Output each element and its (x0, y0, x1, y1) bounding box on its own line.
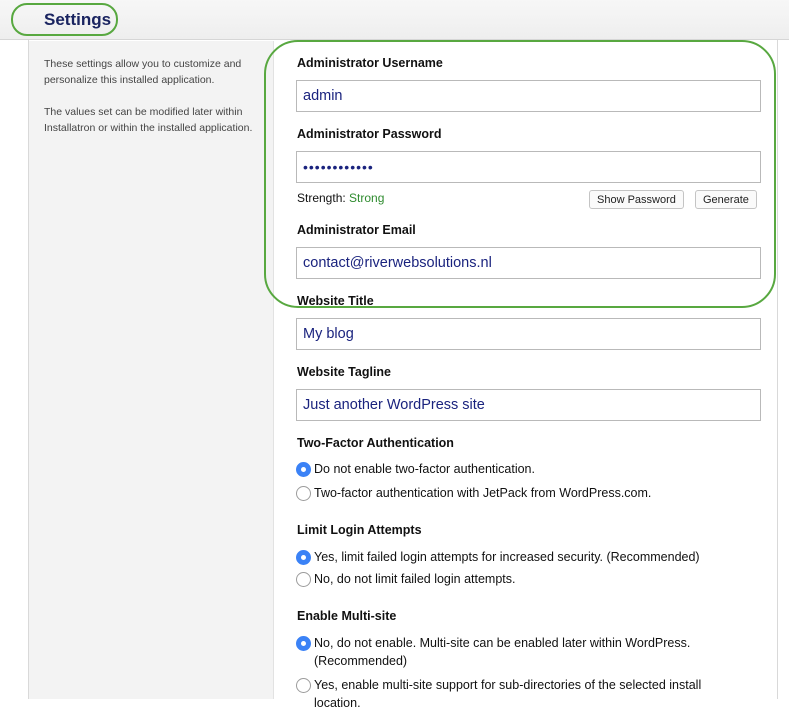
username-label: Administrator Username (297, 56, 443, 70)
radio-label: No, do not limit failed login attempts. (314, 572, 516, 586)
help-text-2: The values set can be modified later within Installatron or within the installed application. (44, 106, 253, 134)
radio-unselected-icon[interactable] (296, 678, 311, 693)
admin-fields-highlight-outline (264, 40, 776, 308)
website-tagline-input[interactable] (296, 389, 761, 421)
help-column (29, 41, 274, 699)
password-label: Administrator Password (297, 127, 442, 141)
multisite-label: Enable Multi-site (297, 609, 397, 623)
radio-label: Yes, limit failed login attempts for increased security. (Recommended) (314, 550, 700, 564)
website-title-input[interactable] (296, 318, 761, 350)
website-title-label: Website Title (297, 294, 374, 308)
email-label: Administrator Email (297, 223, 416, 237)
page-title: Settings (44, 10, 112, 29)
limit-login-label: Limit Login Attempts (297, 523, 422, 537)
radio-selected-icon[interactable] (296, 636, 311, 651)
website-tagline-label: Website Tagline (297, 365, 392, 379)
radio-unselected-icon[interactable] (296, 572, 311, 587)
generate-button[interactable]: Generate (695, 190, 757, 209)
help-text-1: These settings allow you to customize and personalize this installed application. (44, 58, 242, 86)
multisite-option-no[interactable] (296, 634, 726, 670)
radio-label: Two-factor authentication with JetPack from WordPress.com. (314, 486, 652, 500)
radio-label: Do not enable two-factor authentication. (314, 462, 535, 476)
radio-unselected-icon[interactable] (296, 486, 311, 501)
strength-label: Strength: (297, 191, 346, 205)
strength-value: Strong (349, 191, 385, 205)
multisite-option-yes[interactable] (296, 676, 736, 712)
radio-label: No, do not enable. Multi-site can be enabled later within WordPress. (Recommended) (314, 636, 691, 668)
radio-label: Yes, enable multi-site support for sub-directories of the selected install location. (314, 678, 702, 710)
two-factor-option-jetpack[interactable] (296, 484, 766, 502)
two-factor-label: Two-Factor Authentication (297, 436, 454, 450)
radio-selected-icon[interactable] (296, 550, 311, 565)
section-header (0, 0, 789, 40)
two-factor-option-disabled[interactable] (296, 460, 766, 478)
radio-selected-icon[interactable] (296, 462, 311, 477)
title-highlight-outline (11, 3, 118, 36)
limit-login-option-no[interactable] (296, 570, 766, 588)
limit-login-option-yes[interactable] (296, 548, 766, 566)
show-password-button[interactable]: Show Password (589, 190, 684, 209)
